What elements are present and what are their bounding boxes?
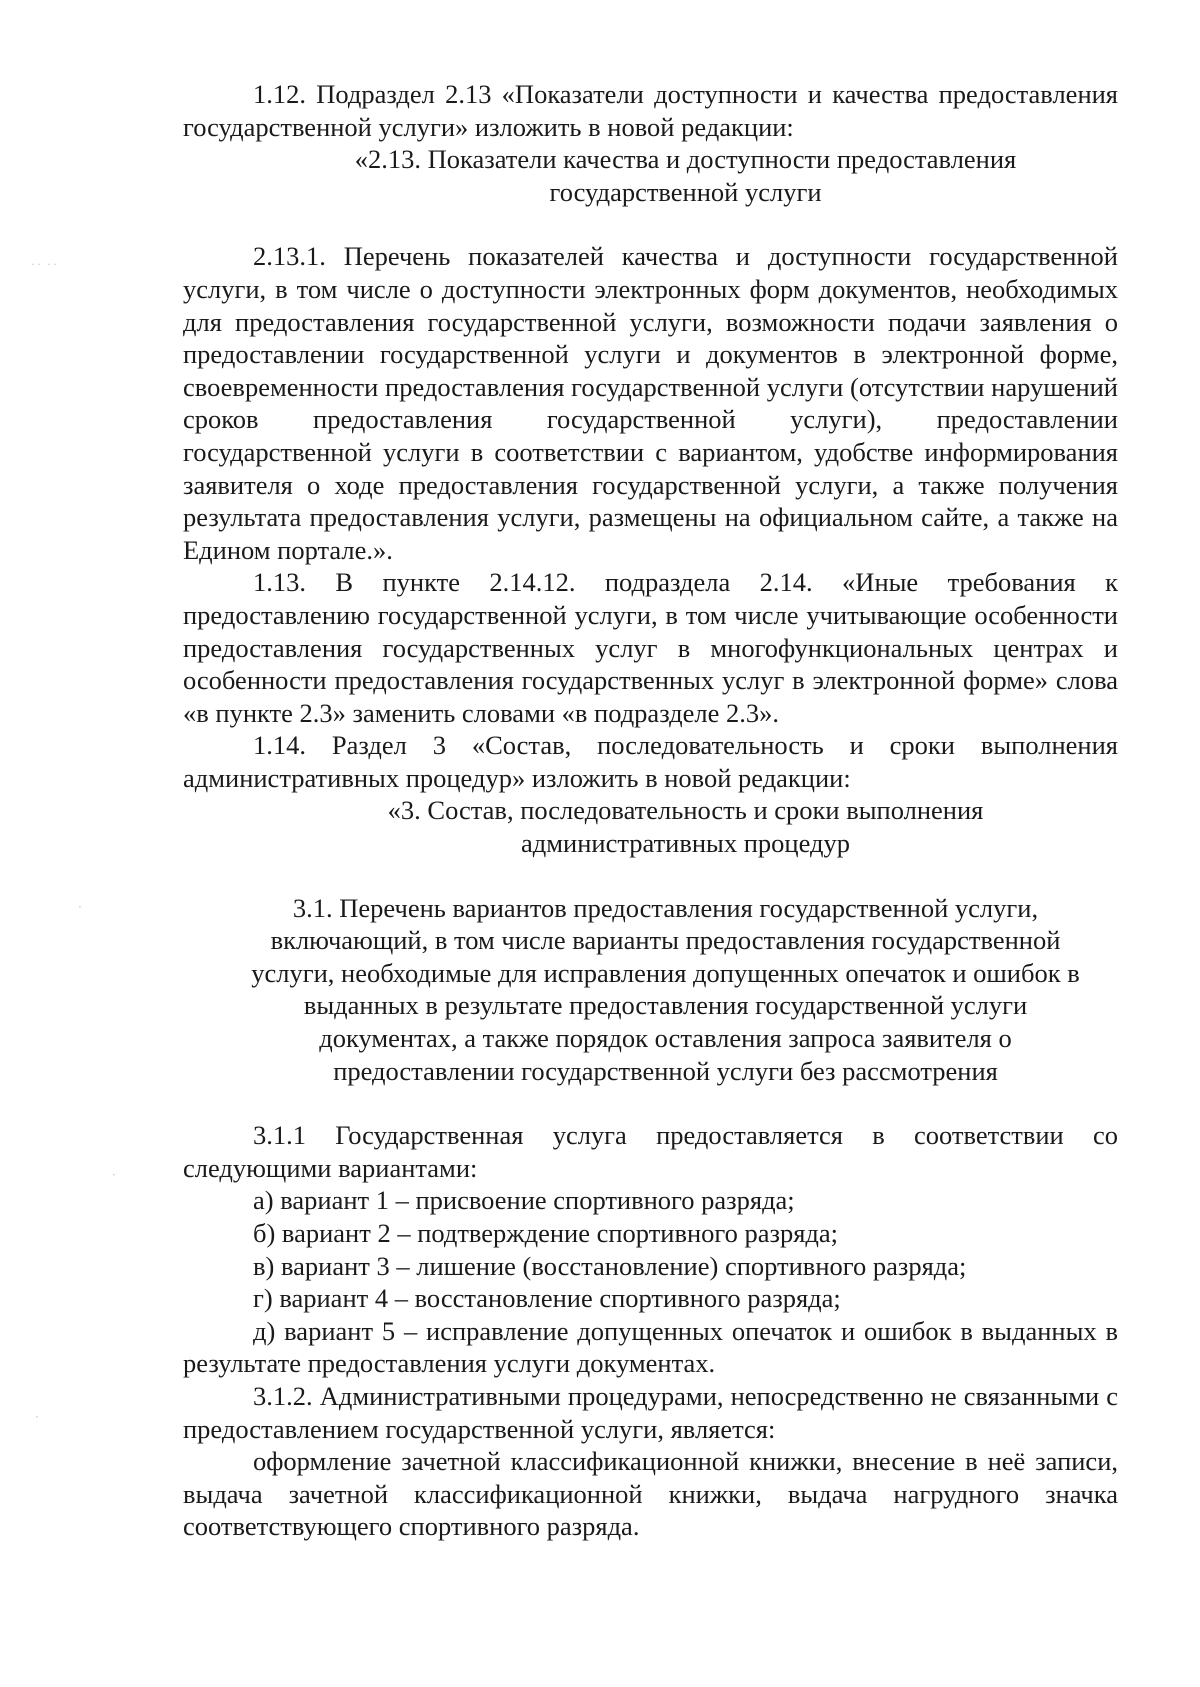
- scan-speck: ·: [35, 1410, 39, 1424]
- spacer: [183, 208, 1118, 240]
- variant-a: а) вариант 1 – присвоение спортивного разряда;: [253, 1185, 795, 1216]
- paragraph-1-14: 1.14. Раздел 3 «Состав, последовательность и сроки выполнения административных процедур» изложить в новой редакции:: [183, 730, 1118, 793]
- scan-speck: ·: [112, 1168, 116, 1182]
- heading-3-1-line-5: документах, а также порядок оставления запроса заявителя о: [319, 1023, 1012, 1054]
- spacer: [183, 1087, 1118, 1119]
- paragraph-1-12: 1.12. Подраздел 2.13 «Показатели доступности и качества предоставления государственной услуги» изложить в новой редакции:: [183, 79, 1118, 142]
- heading-3-line-2: административных процедур: [521, 828, 850, 859]
- scan-speck: ·: [78, 900, 82, 914]
- heading-3-line-1: «3. Состав, последовательность и сроки выполнения: [387, 795, 984, 826]
- heading-3-1-line-2: включающий, в том числе варианты предоставления государственной: [270, 925, 1061, 956]
- heading-2-13-line-2: государственной услуги: [549, 176, 822, 207]
- paragraph-3-1-2: 3.1.2. Административными процедурами, непосредственно не связанными с предоставлением государственной услуги, является:: [183, 1380, 1118, 1444]
- heading-3-1-line-4: выданных в результате предоставления государственной услуги: [303, 990, 1028, 1021]
- paragraph-final: оформление зачетной классификационной книжки, внесение в неё записи, выдача зачетной классификационной книжки, выдача нагрудного значка соответствующего спортивного разряда.: [183, 1446, 1118, 1542]
- paragraph-1-13: 1.13. В пункте 2.14.12. подраздела 2.14. «Иные требования к предоставлению государственной услуги, в том числе учитывающие особенности предоставления государственных услуг в многофункциональных центрах и особенности предоставления государственных услуг в электронной форме» слова «в пункте 2.3» заменить словами «в подразделе 2.3».: [183, 567, 1118, 728]
- variant-v: в) вариант 3 – лишение (восстановление) спортивного разряда;: [253, 1250, 967, 1281]
- heading-3-1-line-1: 3.1. Перечень вариантов предоставления государственной услуги,: [292, 892, 1039, 923]
- heading-3-1-line-6: предоставлении государственной услуги без рассмотрения: [333, 1055, 998, 1086]
- heading-2-13-line-1: «2.13. Показатели качества и доступности предоставления: [354, 144, 1017, 175]
- variant-g: г) вариант 4 – восстановление спортивного разряда;: [253, 1283, 841, 1314]
- heading-3-1-line-3: услуги, необходимые для исправления допущенных опечаток и ошибок в: [251, 957, 1080, 988]
- variant-b: б) вариант 2 – подтверждение спортивного разряда;: [253, 1218, 839, 1248]
- scan-speck: ˙˙ ˙˙: [30, 262, 58, 276]
- document-page: [183, 78, 1118, 1543]
- paragraph-2-13-1: 2.13.1. Перечень показателей качества и доступности государственной услуги, в том числе о доступности электронных форм документов, необходимых для предоставления государственной услуги, возможности подачи заявления о предоставлении государственной услуги и документов в электронной форме, своевременности предоставления государственной услуги (отсутствии нарушений сроков предоставления государственной услуги), предоставлении государственной услуги в соответствии с вариантом, удобстве информирования заявителя о ходе предоставления государственной услуги, а также получения результата предоставления услуги, размещены на официальном сайте, а также на Едином портале.».: [183, 241, 1118, 565]
- spacer: [183, 860, 1118, 892]
- paragraph-3-1-1: 3.1.1 Государственная услуга предоставляется в соответствии со следующими вариантами:: [183, 1120, 1118, 1183]
- variant-d: д) вариант 5 – исправление допущенных опечаток и ошибок в выданных в результате предоставления услуги документах.: [183, 1315, 1118, 1379]
